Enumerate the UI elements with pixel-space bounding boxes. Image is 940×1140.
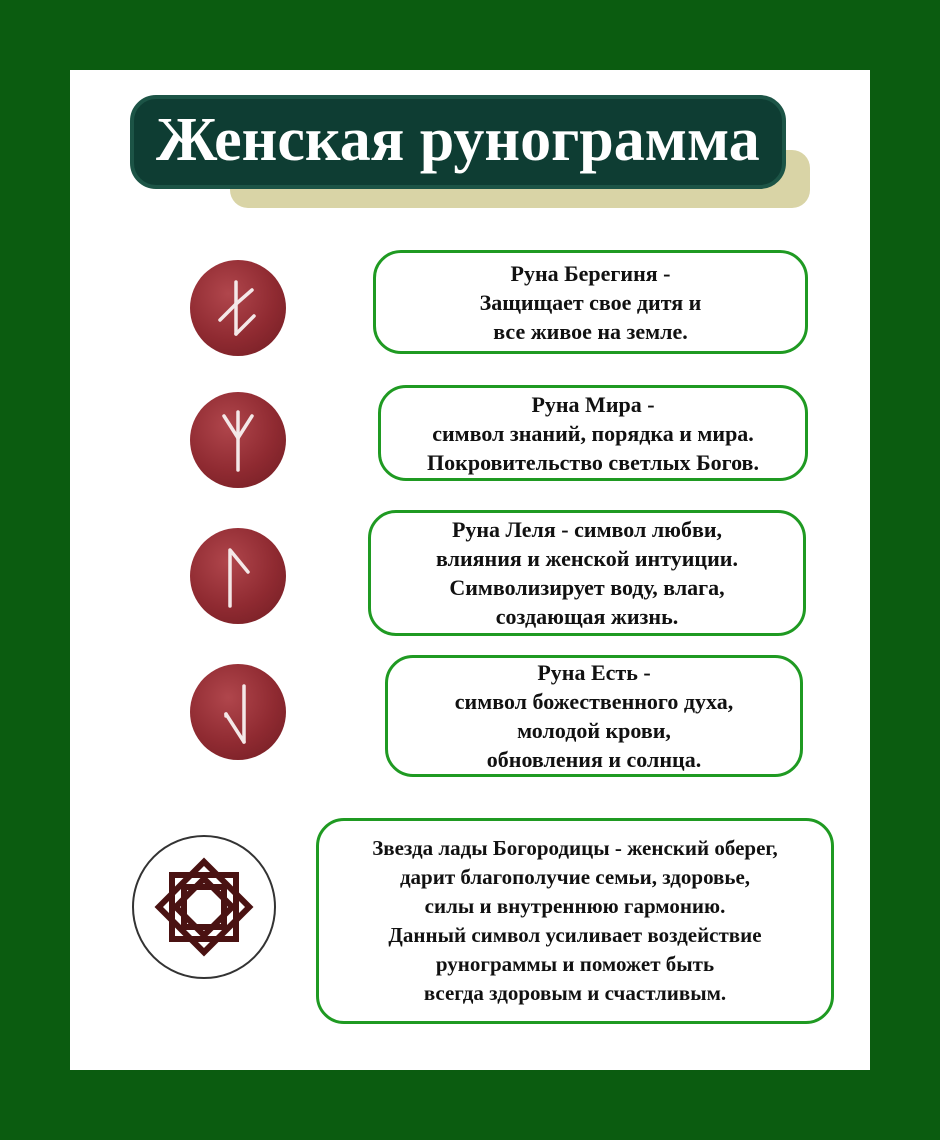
description-line: создающая жизнь. bbox=[495, 604, 679, 629]
page-title: Женская рунограмма bbox=[130, 95, 786, 189]
description-line: влияния и женской интуиции. bbox=[436, 546, 738, 571]
description-line: Звезда лады Богородицы - женский оберег, bbox=[372, 836, 778, 860]
mira-rune-icon bbox=[190, 392, 286, 488]
rune-description-box bbox=[373, 250, 808, 354]
description-line: молодой крови, bbox=[517, 718, 671, 743]
description-line: Руна Леля - символ любви, bbox=[451, 517, 723, 542]
description-line: Символизирует воду, влага, bbox=[449, 575, 725, 600]
rune-description-box bbox=[385, 655, 803, 777]
description-line: всегда здоровым и счастливым. bbox=[423, 981, 727, 1005]
description-line: дарит благополучие семьи, здоровье, bbox=[399, 865, 751, 889]
star-description-box bbox=[316, 818, 834, 1024]
rune-description-box bbox=[378, 385, 808, 481]
description-line: Данный символ усиливает воздействие bbox=[388, 923, 762, 947]
description-line: Покровительство светлых Богов. bbox=[427, 449, 759, 475]
bereginya-rune-icon bbox=[190, 260, 286, 356]
description-line: обновления и солнца. bbox=[486, 747, 702, 772]
rune-description-box bbox=[368, 510, 806, 636]
title-area bbox=[130, 95, 830, 215]
description-line: символ божественного духа, bbox=[454, 689, 734, 714]
description-line: символ знаний, порядка и мира. bbox=[432, 420, 754, 446]
description-line: Защищает свое дитя и bbox=[479, 289, 702, 315]
lada-star-icon bbox=[132, 835, 276, 979]
lelya-rune-icon bbox=[190, 528, 286, 624]
est-rune-icon bbox=[190, 664, 286, 760]
description-line: рунограммы и поможет быть bbox=[435, 952, 715, 976]
description-line: Руна Берегиня - bbox=[510, 260, 671, 286]
description-line: Руна Есть - bbox=[537, 660, 651, 685]
poster-card bbox=[70, 70, 870, 1070]
description-line: силы и внутреннюю гармонию. bbox=[424, 894, 726, 918]
description-line: все живое на земле. bbox=[493, 318, 688, 344]
description-line: Руна Мира - bbox=[531, 391, 655, 417]
